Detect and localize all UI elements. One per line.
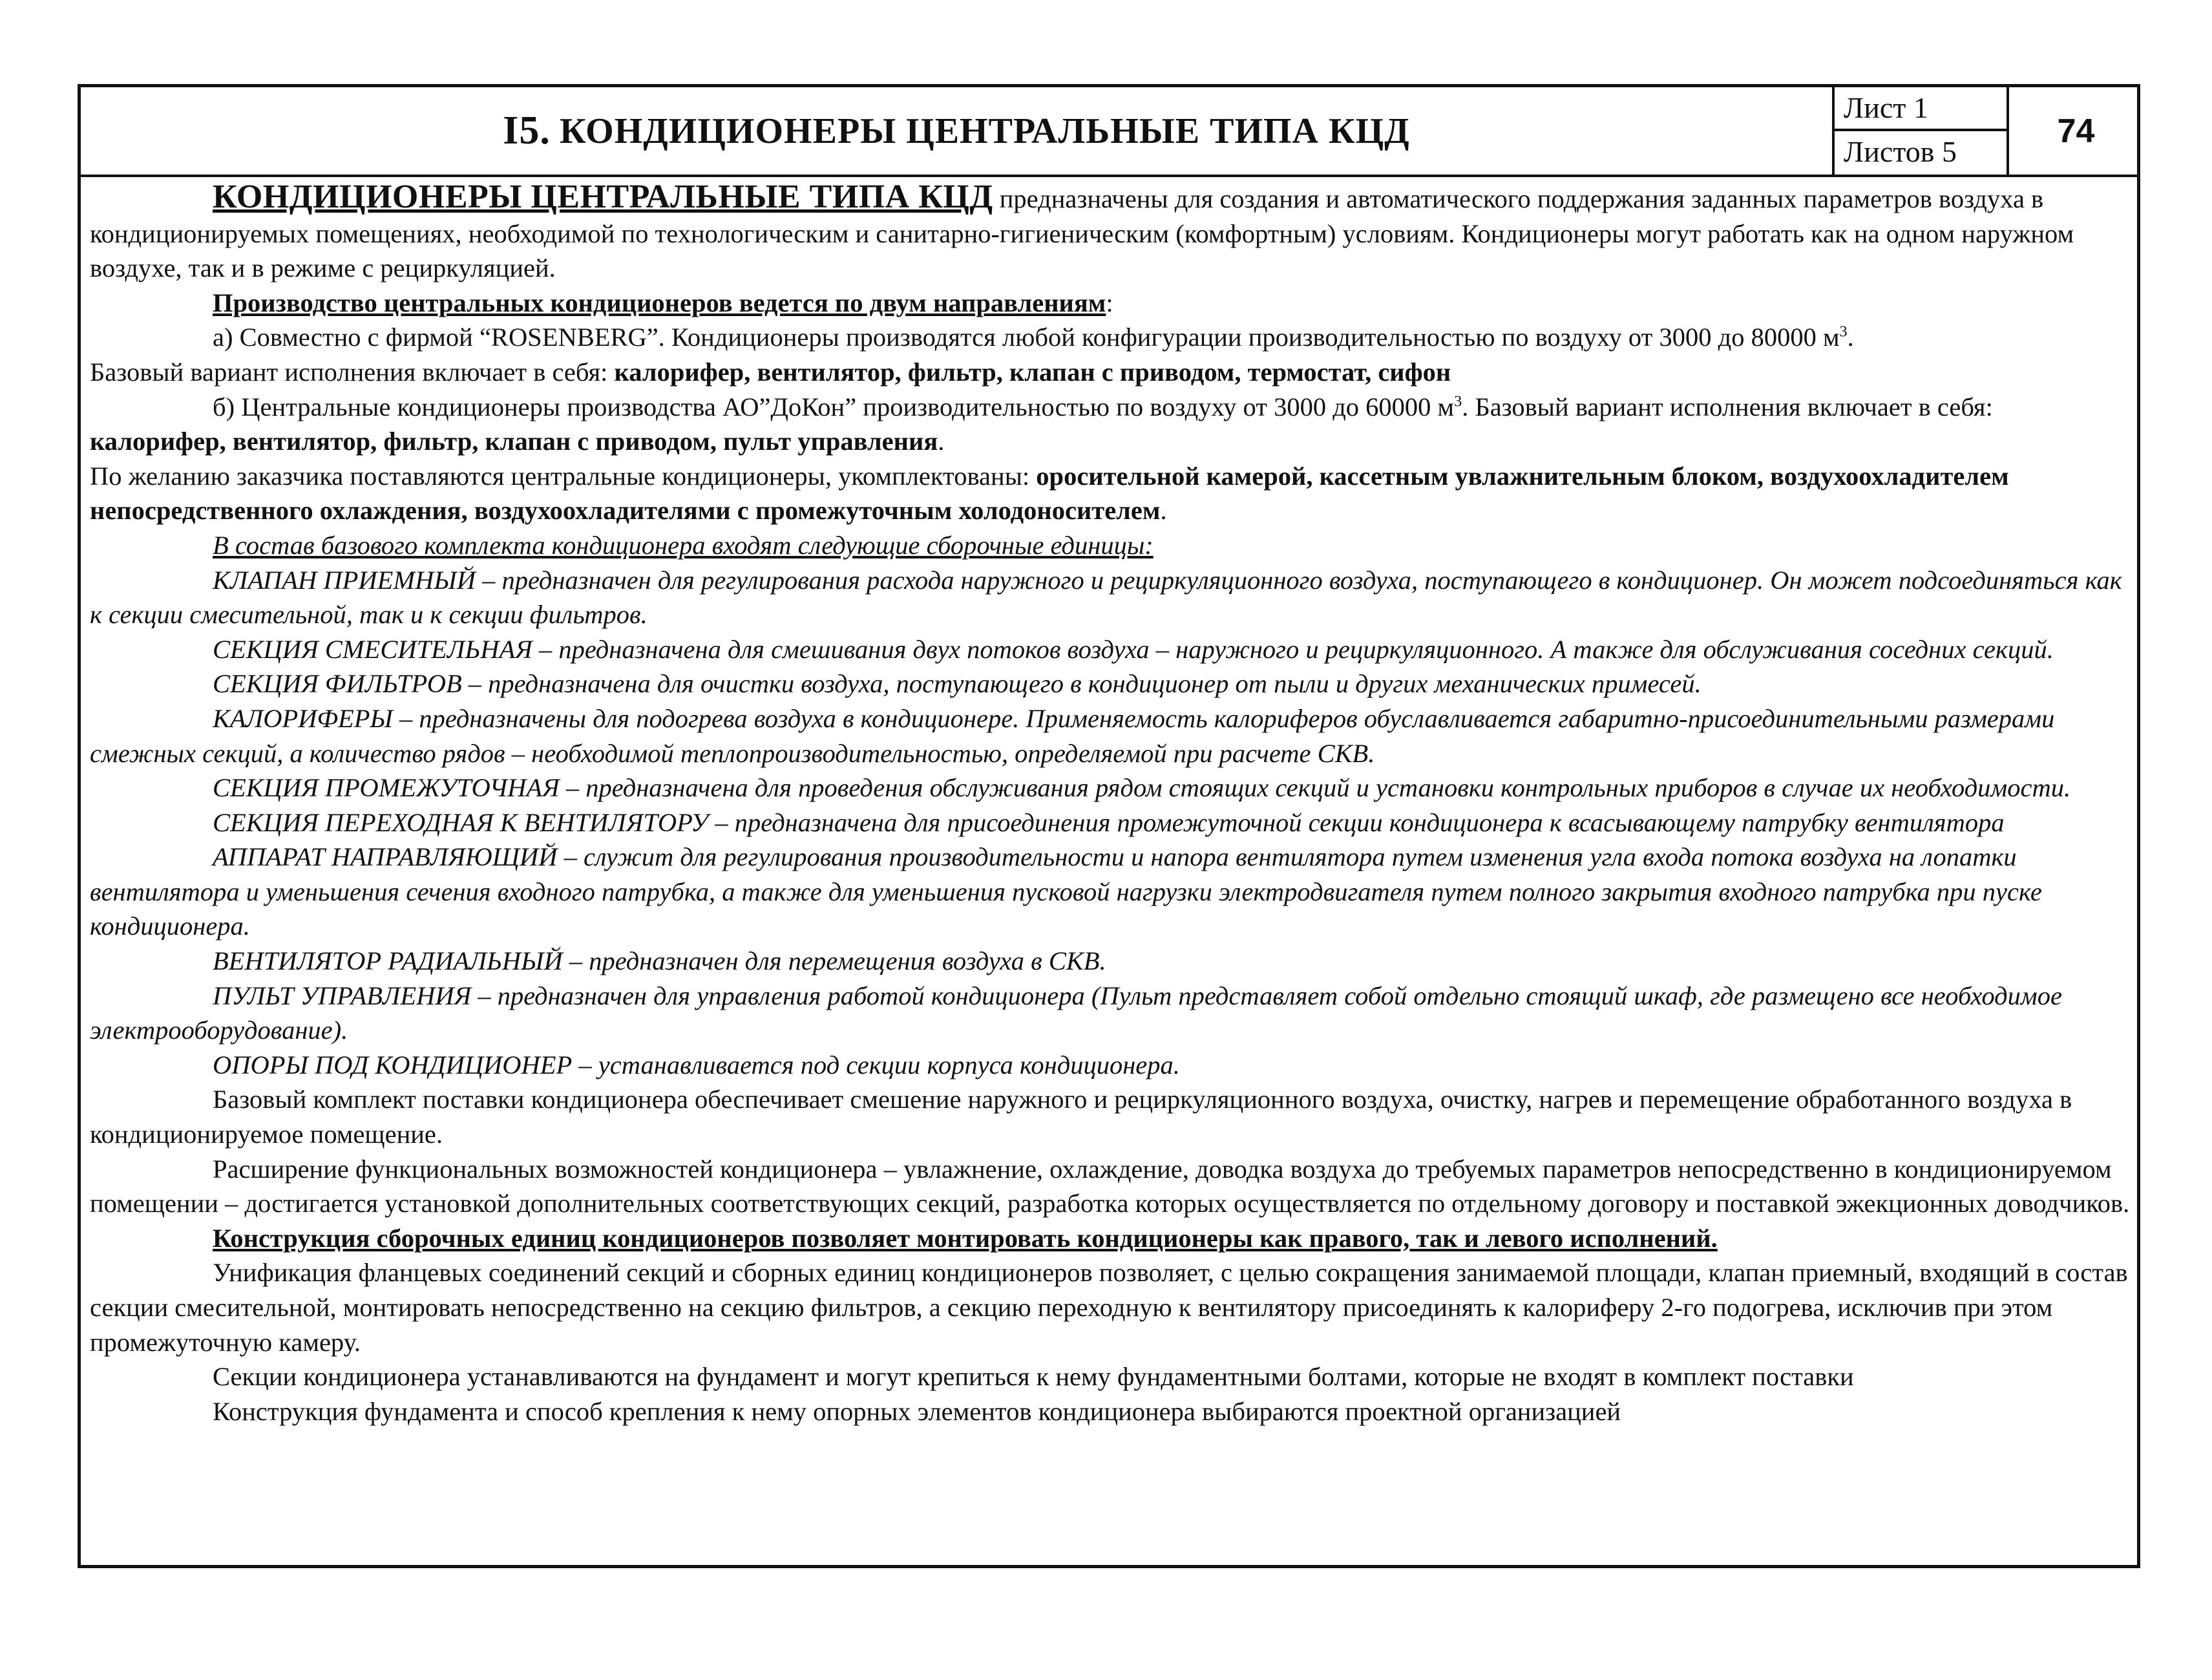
production-heading: Производство центральных кондиционеров ведется по двум направлениям: [213, 288, 1106, 317]
unit-item: КАЛОРИФЕРЫ – предназначены для подогрева воздуха в кондиционере. Применяемость калориферов обуславливается габаритно-присоединительными размерами смежных секций, а количество рядов – необходимой теплопроизводительностью, определяемой при расчете СКВ.: [90, 703, 2055, 768]
section-number: I5.: [503, 109, 551, 153]
direction-a-sup: 3: [1839, 323, 1848, 341]
unit-item: СЕКЦИЯ ПРОМЕЖУТОЧНАЯ – предназначена для проведения обслуживания рядом стоящих секций и установки контрольных приборов в случае их необходимости.: [213, 773, 2071, 803]
unification-paragraph: Унификация фланцевых соединений секций и сборных единиц кондиционеров позволяет, с целью сокращения занимаемой площади, клапан приемный, входящий в состав секции смесительной, монтировать непосредственно на секцию фильтров, а секцию переходную к вентилятору присоединять к калориферу 2-го подогрева, исключив при этом промежуточную камеру.: [90, 1258, 2128, 1357]
direction-b-items: калорифер, вентилятор, фильтр, клапан с приводом, пульт управления: [90, 427, 938, 456]
page-number: 74: [2007, 87, 2143, 175]
extension-paragraph: Расширение функциональных возможностей кондиционера – увлажнение, охлаждение, доводка воздуха до требуемых параметров непосредственно в кондиционируемом помещении – достигается установкой дополнительных соответствующих секций, разработка которых осуществляется по отдельному договору и поставкой эжекционных доводчиков.: [90, 1154, 2130, 1218]
direction-b-sup: 3: [1454, 393, 1462, 410]
unit-item: ОПОРЫ ПОД КОНДИЦИОНЕР – устанавливается под секции корпуса кондиционера.: [213, 1050, 1180, 1079]
direction-b-text2: . Базовый вариант исполнения включает в себя:: [1462, 392, 1993, 421]
direction-a-text: а) Совместно с фирмой “ROSENBERG”. Кондиционеры производятся любой конфигурации производительностью по воздуху от 3000 до 80000 м: [213, 323, 1840, 352]
direction-a-end: .: [1847, 323, 1854, 352]
sheet-info: [1832, 87, 2009, 175]
production-colon: :: [1106, 288, 1113, 317]
options-end: .: [1160, 496, 1167, 526]
unit-item: ВЕНТИЛЯТОР РАДИАЛЬНЫЙ – предназначен для перемещения воздуха в СКВ.: [213, 946, 1106, 976]
direction-a: [90, 320, 2132, 389]
options-paragraph: [90, 459, 2132, 528]
intro-paragraph: [90, 180, 2132, 286]
unit-item: СЕКЦИЯ ПЕРЕХОДНАЯ К ВЕНТИЛЯТОРУ – предназначена для присоединения промежуточной секции кондиционера к всасывающему патрубку вентилятора: [213, 807, 2005, 837]
section-title: КОНДИЦИОНЕРЫ ЦЕНТРАЛЬНЫЕ ТИПА КЦД: [559, 111, 1410, 151]
options-items: оросительной камерой, кассетным увлажнительным блоком, воздухоохладителем непосредственного охлаждения, воздухоохладителями с промежуточным холодоносителем: [90, 461, 2009, 526]
construction-heading: Конструкция сборочных единиц кондиционеров позволяет монтировать кондиционеры как правого, так и левого исполнений.: [213, 1223, 1718, 1253]
direction-b: [90, 390, 2132, 459]
title-block: [81, 87, 2137, 177]
production-heading-line: [90, 286, 2132, 321]
unit-item: КЛАПАН ПРИЕМНЫЙ – предназначен для регулирования расхода наружного и рециркуляционного воздуха, поступающего в кондиционер. Он может подсоединяться как к секции смесительной, так и к секции фильтров.: [90, 565, 2122, 630]
direction-a-base-items: калорифер, вентилятор, фильтр, клапан с приводом, термостат, сифон: [614, 357, 1451, 387]
sheet-label: Лист 1: [1835, 87, 2009, 131]
foundation-paragraph-1: Секции кондиционера устанавливаются на фундамент и могут крепиться к нему фундаментными болтами, которые не входят в комплект поставки: [213, 1362, 1854, 1392]
document-body: [90, 180, 2132, 1429]
basic-kit-paragraph: Базовый комплект поставки кондиционера обеспечивает смешение наружного и рециркуляционного воздуха, очистку, нагрев и перемещение обработанного воздуха в кондиционируемое помещение.: [90, 1085, 2072, 1149]
direction-b-end: .: [938, 427, 945, 456]
unit-item: АППАРАТ НАПРАВЛЯЮЩИЙ – служит для регулирования производительности и напора вентилятора путем изменения угла входа потока воздуха на лопатки вентилятора и уменьшения сечения входного патрубка, а также для уменьшения пусковой нагрузки электродвигателя путем полного закрытия входного патрубка при пуске кондиционера.: [90, 842, 2042, 941]
direction-a-base: Базовый вариант исполнения включает в себя:: [90, 357, 615, 387]
document-sheet: [78, 84, 2140, 1568]
sheets-count-label: Листов 5: [1844, 135, 1957, 168]
unit-item: СЕКЦИЯ ФИЛЬТРОВ – предназначена для очистки воздуха, поступающего в кондиционер от пыли и других механических примесей.: [213, 669, 1701, 699]
intro-text: предназначены для создания и автоматического поддержания заданных параметров воздуха в кондиционируемых помещениях, необходимой по технологическим и санитарно-гигиеническим (комфортным) условиям. Кондиционеры могут работать как на одном наружном воздухе, так и в режиме с рециркуляцией.: [90, 184, 2074, 283]
unit-item: ПУЛЬТ УПРАВЛЕНИЯ – предназначен для управления работой кондиционера (Пульт представляет собой отдельно стоящий шкаф, где размещено все необходимое электрооборудование).: [90, 981, 2062, 1045]
direction-b-text: б) Центральные кондиционеры производства АО”ДоКон” производительностью по воздуху от 3000 до 60000 м: [213, 392, 1455, 421]
options-text: По желанию заказчика поставляются центральные кондиционеры, укомплектованы:: [90, 461, 1037, 491]
foundation-paragraph-2: Конструкция фундамента и способ крепления к нему опорных элементов кондиционера выбираются проектной организацией: [213, 1396, 1621, 1426]
unit-item: СЕКЦИЯ СМЕСИТЕЛЬНАЯ – предназначена для смешивания двух потоков воздуха – наружного и рециркуляционного. А также для обслуживания соседних секций.: [213, 634, 2054, 664]
units-heading: В состав базового комплекта кондиционера входят следующие сборочные единицы:: [213, 530, 1153, 560]
document-title: [81, 87, 1832, 175]
intro-heading: КОНДИЦИОНЕРЫ ЦЕНТРАЛЬНЫЕ ТИПА КЦД: [213, 178, 993, 215]
